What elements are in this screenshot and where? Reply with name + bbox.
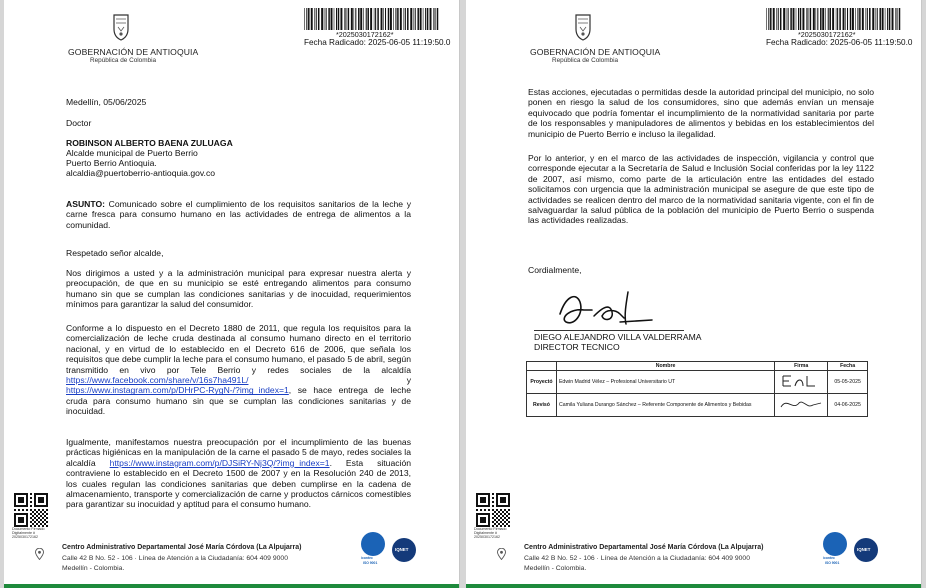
review-signature-image xyxy=(777,395,825,413)
government-subtitle: República de Colombia xyxy=(90,57,157,64)
government-subtitle: República de Colombia xyxy=(552,57,619,64)
signer-name: DIEGO ALEJANDRO VILLA VALDERRAMA xyxy=(534,332,702,342)
iqnet-cert-label: IQNET xyxy=(395,547,409,552)
recipient-email: alcaldia@puertoberrio-antioquia.gov.co xyxy=(66,168,216,178)
barcode-icon xyxy=(303,8,439,30)
table-row xyxy=(527,394,868,417)
recipient-city: Puerto Berrio Antioquia. xyxy=(66,158,157,168)
signature-line xyxy=(534,330,684,331)
paragraph-5: Por lo anterior, y en el marco de las actividades de inspección, vigilancia y control que corresponde ejecutar a la Secretaría de Salud e Inclusión Social conferidas por la ley 1122 de 2007, así mismo, como parte de la articulación entre las entidades del estado solicitamos con urgencia que la administración municipal se asegure de que este tipo de actividades se realicen dentro del marco de la normatividad sanitaria vigente, con el fin de salvaguardar la salud pública de la población del municipio de Puerto Berrio o suspenda las actividades realizadas. xyxy=(528,153,874,226)
footer-city: Medellín - Colombia. xyxy=(524,565,587,572)
radicado-date: Fecha Radicado: 2025-06-05 11:19:50.0 xyxy=(304,38,451,47)
review-header-fecha: Fecha xyxy=(828,362,868,371)
initials-signature-image xyxy=(777,372,825,390)
paragraph-4: Estas acciones, ejecutadas o permitidas desde la autoridad principal del municipio, no solo ponen en riesgo la salud de los consumidores, sino que además envían un mensaje equivocado que podría fomentar el incumplimiento de la normatividad sanitaria por parte de los responsables y manipuladores de alimentos y bebidas en los establecimientos del municipio de Puerto Berrio e incluso la ilegalidad. xyxy=(528,87,874,139)
asunto-paragraph xyxy=(66,199,411,230)
icontec-cert-label: icontec xyxy=(823,556,835,560)
location-pin-icon xyxy=(497,548,506,560)
icontec-cert-icon xyxy=(823,532,847,556)
paragraph-1: Nos dirigimos a usted y a la administración municipal para expresar nuestra alerta y preocupación, de que en su municipio se esté entregando alimentos para consumo humano sin que se cumplan las condiciones sanitarias y de inocuidad, requerimientos mínimos para garantizar la salud del consumidor. xyxy=(66,268,411,310)
recipient-name: ROBINSON ALBERTO BAENA ZULUAGA xyxy=(66,138,233,148)
signer-role: DIRECTOR TECNICO xyxy=(534,342,620,352)
qr-caption: Documento Firmado Digitalmente # 2025030172162 xyxy=(12,527,45,540)
greeting: Respetado señor alcalde, xyxy=(66,248,164,258)
paragraph-3-end: . Esta situación contraviene lo establecido en el Decreto 1500 de 2007 y en la Resolución 240 de 2013, los cuales regulan las condiciones sanitarias que deben cumplirse en la cadena de almacenamiento, transporte y comercialización de carne y productos cárnicos comestibles para garantizar su inocuidad y aptitud para el consumo humano. xyxy=(66,457,412,510)
document-page-1 xyxy=(4,0,460,588)
review-name: Edwin Madrid Vélez – Profesional Universitario UT xyxy=(556,371,774,394)
review-date: 05-05-2025 xyxy=(828,371,868,394)
footer-address-title: Centro Administrativo Departamental José María Córdova (La Alpujarra) xyxy=(524,544,764,551)
review-table xyxy=(526,361,868,417)
icontec-cert-sub: ISO 9001 xyxy=(825,561,840,565)
footer-city: Medellín - Colombia. xyxy=(62,565,125,572)
review-signature xyxy=(775,394,828,417)
closing: Cordialmente, xyxy=(528,265,582,275)
footer-green-bar xyxy=(466,584,922,588)
paragraph-2-y: y xyxy=(406,375,411,386)
asunto-label: ASUNTO: xyxy=(66,199,105,209)
review-header-name: Nombre xyxy=(556,362,774,371)
radicado-date: Fecha Radicado: 2025-06-05 11:19:50.0 xyxy=(766,38,913,47)
paragraph-2-start: Conforme a lo dispuesto en el Decreto 1880 de 2011, que regula los requisitos para la comercialización de leche cruda destinada al consumo humano directo en el territorio nacional, y en virtud de lo establecido en el Decreto 616 de 2006, que señala los requisitos que debe cumplir la leche para el consumo humano, el pasado 5 de abril, según transmitido en vivo por Tele Berrio y redes sociales de la alcaldía xyxy=(66,323,411,375)
instagram-link-1[interactable]: https://www.instagram.com/p/DHrPC-RygN-/?img_index=1 xyxy=(66,385,289,396)
radicado-number: *2025030172162* xyxy=(798,30,856,39)
iqnet-cert-label: IQNET xyxy=(857,547,871,552)
review-name: Camila Yuliana Durango Sánchez – Referente Componente de Alimentos y Bebidas xyxy=(556,394,774,417)
icontec-cert-sub: ISO 9001 xyxy=(363,561,378,565)
radicado-number: *2025030172162* xyxy=(336,30,394,39)
table-row xyxy=(527,371,868,394)
footer-address-line: Calle 42 B No. 52 - 106 · Línea de Atención a la Ciudadanía: 604 409 9000 xyxy=(524,555,750,562)
asunto-text: Comunicado sobre el cumplimiento de los requisitos sanitarios de la leche y carne fresca para consumo humano en las actividades de entrega de alimentos a la comunidad. xyxy=(66,199,411,230)
review-header-firma: Firma xyxy=(775,362,828,371)
salutation-title: Doctor xyxy=(66,118,92,128)
signature-image xyxy=(554,288,670,332)
footer-green-bar xyxy=(4,584,460,588)
government-name: GOBERNACIÓN DE ANTIOQUIA xyxy=(68,47,199,57)
qr-code-icon xyxy=(476,493,510,527)
icontec-cert-label: icontec xyxy=(361,556,373,560)
icontec-cert-icon xyxy=(361,532,385,556)
recipient-role: Alcalde municipal de Puerto Berrio xyxy=(66,148,198,158)
review-role: Proyectó xyxy=(527,371,557,394)
government-name: GOBERNACIÓN DE ANTIOQUIA xyxy=(530,47,661,57)
paragraph-3-start: Igualmente, manifestamos nuestra preocupación por el incumplimiento de las buenas prácticas higiénicas en la manipulación de la carne el pasado 5 de mayo, redes sociales la alcaldía xyxy=(66,437,411,468)
document-page-2 xyxy=(466,0,922,588)
paragraph-3 xyxy=(66,437,411,510)
review-signature xyxy=(775,371,828,394)
review-date: 04-06-2025 xyxy=(828,394,868,417)
coat-of-arms-icon xyxy=(111,13,131,41)
review-header-role xyxy=(527,362,557,371)
qr-code-icon xyxy=(14,493,48,527)
review-role: Revisó xyxy=(527,394,557,417)
instagram-link-2[interactable]: https://www.instagram.com/p/DJSiRY-Nj3Q/?img_index=1 xyxy=(109,457,330,468)
coat-of-arms-icon xyxy=(573,13,593,41)
barcode-icon xyxy=(765,8,901,30)
review-table-header xyxy=(527,362,868,371)
paragraph-2 xyxy=(66,323,411,417)
footer-address-line: Calle 42 B No. 52 - 106 · Línea de Atención a la Ciudadanía: 604 409 9000 xyxy=(62,555,288,562)
footer-address-title: Centro Administrativo Departamental José María Córdova (La Alpujarra) xyxy=(62,544,302,551)
paragraph-2-end: , se hace entrega de leche cruda para consumo humano sin que se cumplan las condiciones sanitarias y de inocuidad. xyxy=(66,385,411,417)
place-date: Medellín, 05/06/2025 xyxy=(66,97,147,107)
location-pin-icon xyxy=(35,548,44,560)
facebook-link[interactable]: https://www.facebook.com/share/v/16s7ha491L/ xyxy=(66,375,249,386)
qr-caption: Documento Firmado Digitalmente # 2025030172162 xyxy=(474,527,507,540)
